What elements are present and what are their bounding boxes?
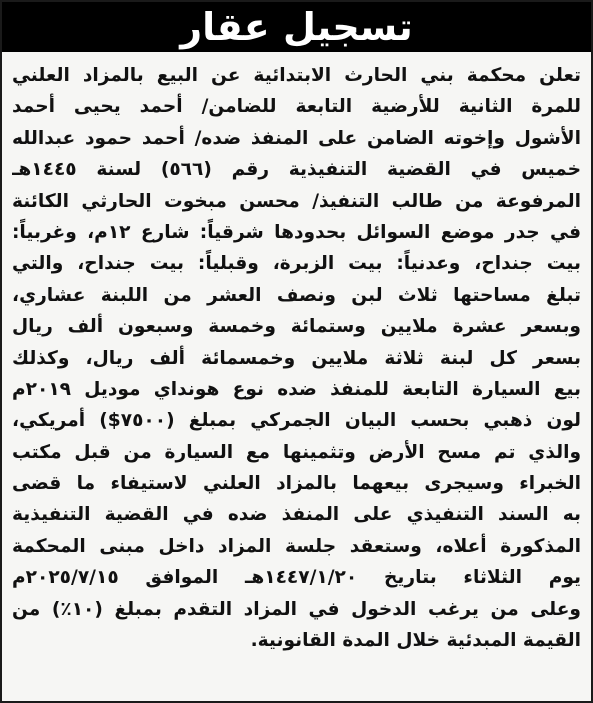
notice-line: الأشول وإخوته الضامن على المنفذ ضده/ أحمد حمود عبدالله — [12, 127, 581, 149]
notice-title: تسجيل عقار — [2, 2, 591, 52]
notice-line: تبلغ مساحتها ثلاث لبن ونصف العشر من اللبنة عشاري، — [12, 284, 581, 306]
notice-line: يوم الثلاثاء بتاريخ ١٤٤٧/١/٢٠هـ الموافق ٢٠٢٥/٧/١٥م — [12, 567, 581, 589]
notice-line: بيع السيارة التابعة للمنفذ ضده نوع هونداي موديل ٢٠١٩م — [12, 378, 581, 400]
notice-line: بسعر كل لبنة ثلاثة ملايين وخمسمائة ألف ريال، وكذلك — [12, 347, 581, 369]
notice-line: الخبراء وسيجرى بيعهما بالمزاد العلني لاستيفاء ما قضى — [12, 473, 581, 495]
notice-line: لون ذهبي بحسب البيان الجمركي بمبلغ (٧٥٠٠$) أمريكي، — [12, 410, 581, 432]
notice-line: المذكورة أعلاه، وستعقد جلسة المزاد داخل مبنى المحكمة — [12, 535, 581, 557]
notice-line: وبسعر عشرة ملايين وستمائة وخمسة وسبعون ألف ريال — [12, 316, 581, 338]
notice-line: خميس في القضية التنفيذية رقم (٥٦٦) لسنة ١٤٤٥هـ — [12, 159, 581, 181]
notice-line: والذي تم مسح الأرض وتثمينها مع السيارة من قبل مكتب — [12, 441, 581, 463]
notice-line: بيت جنداح، وعدنياً: بيت الزبرة، وقبلياً: بيت جنداح، والتي — [12, 253, 581, 275]
notice-line: تعلن محكمة بني الحارث الابتدائية عن البيع بالمزاد العلني — [12, 65, 581, 86]
notice-line: للمرة الثانية للأرضية التابعة للضامن/ أحمد يحيى أحمد — [12, 96, 581, 118]
notice-line: القيمة المبدئية خلال المدة القانونية. — [250, 630, 581, 652]
notice-body — [12, 60, 581, 693]
notice-line: المرفوعة من طالب التنفيذ/ محسن مبخوت الحارثي الكائنة — [12, 190, 581, 212]
notice-line: وعلى من يرغب الدخول في المزاد التقدم بمبلغ (١٠٪) من — [12, 598, 581, 620]
notice-line: به السند التنفيذي على المنفذ ضده في القضية التنفيذية — [12, 504, 581, 526]
notice-line: في جدر موضع السوائل بحدودها شرقياً: شارع ١٢م، وغربياً: — [12, 221, 581, 243]
